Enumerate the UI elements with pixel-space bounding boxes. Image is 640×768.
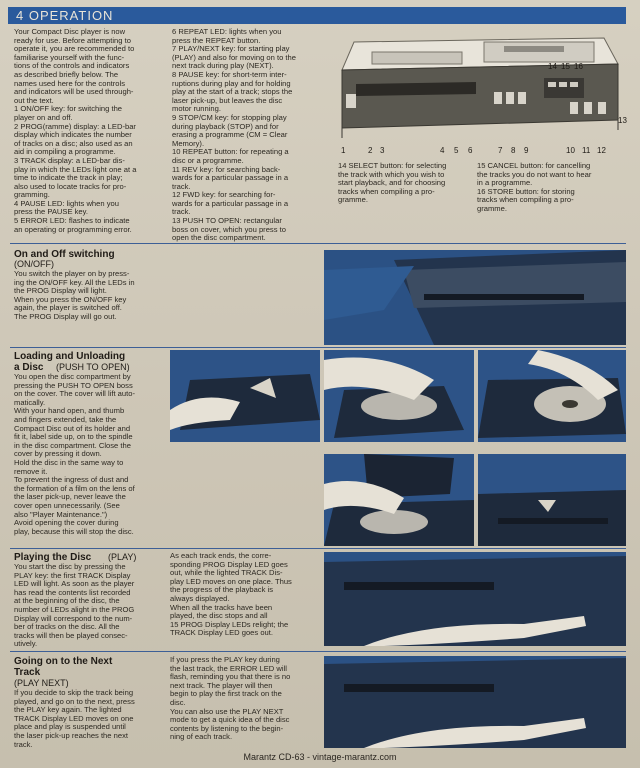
photo-open-cover <box>170 350 320 442</box>
diagram-label-14: 14 <box>548 62 557 71</box>
cd-player-illustration <box>334 24 626 156</box>
photo-disc-in-tray <box>478 350 626 442</box>
diagram-label-15: 15 <box>561 62 570 71</box>
section-title-next: Going on to the Next Track <box>14 656 113 678</box>
photo-insert-disc <box>324 350 474 442</box>
play-key-photo <box>324 552 626 646</box>
section-subtitle-onoff: (ON/OFF) <box>14 259 54 269</box>
player-front-photo <box>324 250 626 345</box>
intro-column-3: 14 SELECT button: for selecting the track with which you wish to start playback, and for choosing tracks when compiling a pro- gramme. <box>338 161 447 205</box>
diagram-label-7: 7 <box>498 146 503 155</box>
diagram-label-6: 6 <box>468 146 473 155</box>
diagram-label-5: 5 <box>454 146 459 155</box>
page-title: 4 OPERATION <box>16 8 114 23</box>
diagram-label-12: 12 <box>597 146 606 155</box>
section-body-playing-2: As each track ends, the corre- sponding PROG Display LED goes out, while the lighted TRACK Dis- play LED moves on one place. Thus the progress of the playback is always displayed. When all the tracks have been played, the disc stops and all 15 PROG Display LEDs relight; the TRACK Display LED goes out. <box>170 551 292 638</box>
intro-column-1: Your Compact Disc player is now ready for use. Before attempting to operate it, you are recommended to familiarise yourself with the func- tions of the controls and indicators as described briefly below. The names used here for the controls and indicators will be used through- out the text. 1 ON/OFF key: for switching the player on and off. 2 PROG(ramme) display: a LED-bar display which indicates the number of tracks on a disc; also used as an aid in compiling a programme. 3 TRACK display: a LED-bar dis- play in which the LEDs light one at a time to indicate the track in play; also used to locate tracks for pro- gramming. 4 PAUSE LED: lights when you press the PAUSE key. 5 ERROR LED: flashes to indicate an operating or programming error. <box>14 27 137 234</box>
section-subtitle-playing: (PLAY) <box>108 552 137 562</box>
photo-remove-disc <box>324 454 474 546</box>
section-title-loading: Loading and Unloading a Disc <box>14 351 126 373</box>
section-divider <box>10 651 626 652</box>
intro-column-4: 15 CANCEL button: for cancelling the tracks you do not want to hear in a programme. 16 STORE button: for storing tracks when compiling a pro- gramme. <box>477 161 592 213</box>
section-title-onoff: On and Off switching <box>14 249 115 260</box>
section-title-playing: Playing the Disc <box>14 552 92 563</box>
diagram-label-1: 1 <box>341 146 346 155</box>
section-body-loading: You open the disc compartment by pressing the PUSH TO OPEN boss on the cover. The cover will lift auto- matically. With your hand open, and thumb and fingers extended, take the Compact Disc out of its holder and fit it, label side up, on to the spindle in the disc compartment. Close the cover by pressing it down. Hold the disc in the same way to remove it. To prevent the ingress of dust and the formation of a film on the lens of the laser pick-up, never leave the cover open unnecessarily. (See also "Player Maintenance.") Avoid opening the cover during play, because this will stop the disc. <box>14 372 135 536</box>
diagram-label-3: 3 <box>380 146 385 155</box>
diagram-label-2: 2 <box>368 146 373 155</box>
photo-onoff <box>324 250 626 345</box>
section-body-onoff: You switch the player on by press- ing the ON/OFF key. All the LEDs in the PROG Display will light. When you press the ON/OFF key again, the player is switched off. The PROG Display will go out. <box>14 269 135 321</box>
diagram-label-9: 9 <box>524 146 529 155</box>
section-subtitle-next: (PLAY NEXT) <box>14 678 69 688</box>
insert-disc-photo <box>324 350 474 442</box>
section-divider <box>10 347 626 348</box>
open-cover-photo <box>170 350 320 442</box>
section-body-playing: You start the disc by pressing the PLAY key: the first TRACK Display LED will light. As soon as the player has read the contents list recorded at the beginning of the disc, the number of LEDs alight in the PROG Display will correspond to the num- ber of tracks on the disc. All the tracks will then be played consec- utively. <box>14 562 135 649</box>
section-subtitle-loading: (PUSH TO OPEN) <box>56 362 130 372</box>
section-divider <box>10 548 626 549</box>
disc-in-tray-photo <box>478 350 626 442</box>
remove-disc-photo <box>324 454 474 546</box>
intro-column-2: 6 REPEAT LED: lights when you press the REPEAT button. 7 PLAY/NEXT key: for starting play (PLAY) and also for moving on to the next track during play (NEXT). 8 PAUSE key: for short-term inter- ruptions during play and for holding play at the start of a track; stops the laser pick-up, but leaves the disc motor running. 9 STOP/CM key: for stopping play during playback (STOP) and for erasing a programme (CM = Clear Memory). 10 REPEAT button: for repeating a disc or a programme. 11 REV key: for searching back- wards for a particular passage in a track. 12 FWD key: for searching for- wards for a particular passage in a track. 13 PUSH TO OPEN: rectangular boss on cover, which you press to open the disc compartment. <box>172 27 296 243</box>
player-diagram <box>334 24 626 156</box>
diagram-label-10: 10 <box>566 146 575 155</box>
diagram-label-4: 4 <box>440 146 445 155</box>
photo-play-next <box>324 656 626 748</box>
section-divider <box>10 243 626 244</box>
diagram-label-11: 11 <box>582 146 591 155</box>
close-cover-photo <box>478 454 626 546</box>
page-footer: Marantz CD-63 - vintage-marantz.com <box>243 752 397 762</box>
section-body-next-2: If you press the PLAY key during the last track, the ERROR LED will flash, reminding you that there is no next track. The player will then begin to play the first track on the disc. You can also use the PLAY NEXT mode to get a quick idea of the disc contents by listening to the begin- ning of each track. <box>170 655 291 742</box>
diagram-label-13: 13 <box>618 116 627 125</box>
diagram-label-16: 16 <box>574 62 583 71</box>
play-next-photo <box>324 656 626 748</box>
photo-play <box>324 552 626 646</box>
photo-close-cover <box>478 454 626 546</box>
diagram-label-8: 8 <box>511 146 516 155</box>
section-body-next: If you decide to skip the track being played, and go on to the next, press the PLAY key again. The lighted TRACK Display LED moves on one place and play is suspended until the laser pick-up reaches the next track. <box>14 688 135 749</box>
